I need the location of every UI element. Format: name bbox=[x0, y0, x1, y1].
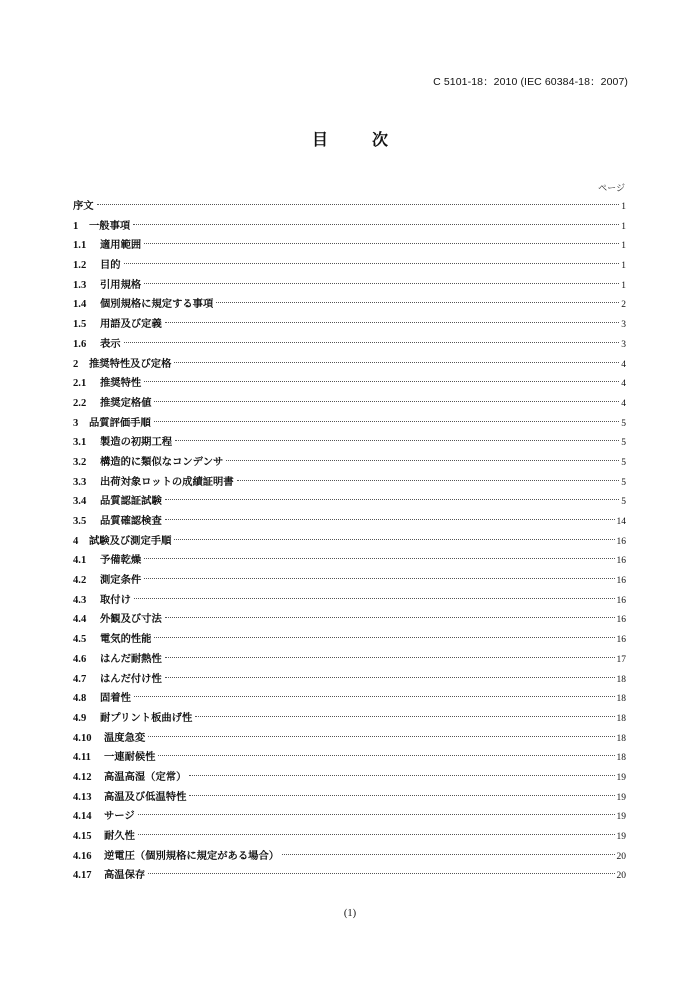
toc-entry-page: 16 bbox=[616, 595, 626, 606]
toc-entry-number: 4.1 bbox=[73, 555, 87, 567]
toc-entry[interactable] bbox=[73, 335, 626, 355]
toc-entry-title: 個別規格に規定する事項 bbox=[100, 298, 214, 311]
toc-entry-title: 高温及び低温特性 bbox=[104, 790, 187, 803]
toc-entry[interactable] bbox=[73, 197, 626, 217]
toc-entry-title: サージ bbox=[104, 810, 135, 823]
toc-leader-dots bbox=[144, 243, 619, 244]
toc-leader-dots bbox=[134, 696, 615, 697]
toc-entry[interactable] bbox=[73, 256, 626, 276]
toc-entry-number: 4.3 bbox=[73, 594, 87, 606]
toc-entry-title: 耐久性 bbox=[104, 830, 135, 842]
toc-entry-page: 4 bbox=[621, 379, 626, 390]
toc-entry-page: 16 bbox=[616, 576, 626, 587]
toc-entry-number: 1.1 bbox=[73, 240, 87, 252]
toc-leader-dots bbox=[148, 736, 614, 737]
table-of-contents bbox=[73, 197, 626, 886]
toc-entry[interactable] bbox=[73, 512, 626, 532]
toc-entry-page: 16 bbox=[616, 556, 626, 567]
toc-entry-page: 3 bbox=[621, 339, 626, 350]
toc-entry[interactable] bbox=[73, 847, 626, 867]
toc-entry-number: 1.2 bbox=[73, 260, 87, 272]
toc-entry-number: 4 bbox=[73, 535, 79, 547]
toc-entry-page: 4 bbox=[621, 398, 626, 409]
toc-entry-number: 4.2 bbox=[73, 575, 87, 587]
toc-leader-dots bbox=[165, 499, 619, 500]
toc-leader-dots bbox=[165, 519, 615, 520]
toc-entry[interactable] bbox=[73, 236, 626, 256]
toc-entry-number: 3.3 bbox=[73, 476, 87, 488]
toc-entry-number: 4.17 bbox=[73, 870, 92, 882]
toc-leader-dots bbox=[154, 637, 614, 638]
toc-entry-title: 構造的に類似なコンデンサ bbox=[100, 455, 224, 468]
toc-entry[interactable] bbox=[73, 473, 626, 493]
toc-leader-dots bbox=[124, 263, 620, 264]
toc-entry-page: 1 bbox=[621, 221, 626, 232]
toc-leader-dots bbox=[134, 598, 615, 599]
toc-leader-dots bbox=[144, 283, 619, 284]
toc-entry-page: 1 bbox=[621, 280, 626, 291]
toc-leader-dots bbox=[175, 440, 619, 441]
toc-leader-dots bbox=[154, 421, 619, 422]
toc-entry-page: 18 bbox=[616, 674, 626, 685]
toc-entry-number: 1.5 bbox=[73, 319, 87, 331]
toc-entry-title: 取付け bbox=[100, 593, 131, 606]
toc-entry-page: 20 bbox=[616, 871, 626, 882]
toc-leader-dots bbox=[144, 381, 619, 382]
toc-leader-dots bbox=[189, 795, 614, 796]
toc-entry-page: 20 bbox=[616, 851, 626, 862]
page-column-label: ページ bbox=[598, 184, 625, 194]
toc-entry[interactable] bbox=[73, 374, 626, 394]
toc-leader-dots bbox=[237, 480, 620, 481]
toc-entry[interactable] bbox=[73, 453, 626, 473]
toc-entry-page: 5 bbox=[621, 477, 626, 488]
toc-entry-number: 1.6 bbox=[73, 338, 87, 350]
toc-entry[interactable] bbox=[73, 551, 626, 571]
toc-entry-page: 1 bbox=[621, 202, 626, 212]
toc-leader-dots bbox=[165, 322, 619, 323]
toc-entry-page: 16 bbox=[616, 536, 626, 547]
toc-entry[interactable] bbox=[73, 315, 626, 335]
toc-leader-dots bbox=[158, 755, 614, 756]
toc-entry[interactable] bbox=[73, 394, 626, 414]
toc-entry-title: 外観及び寸法 bbox=[100, 613, 162, 626]
toc-entry-number: 4.16 bbox=[73, 850, 92, 862]
toc-entry-title: 温度急変 bbox=[104, 731, 146, 744]
toc-entry-title: 推奨特性 bbox=[100, 377, 142, 390]
toc-entry[interactable] bbox=[73, 217, 626, 237]
toc-entry-number: 4.15 bbox=[73, 831, 92, 842]
page-title: 目 次 bbox=[311, 130, 402, 149]
toc-entry[interactable] bbox=[73, 807, 626, 827]
toc-entry[interactable] bbox=[73, 414, 626, 434]
toc-entry-title: 引用規格 bbox=[100, 278, 142, 291]
toc-leader-dots bbox=[282, 854, 614, 855]
toc-entry[interactable] bbox=[73, 630, 626, 650]
toc-entry-number: 2.2 bbox=[73, 397, 87, 409]
toc-entry-number: 1.4 bbox=[73, 299, 87, 311]
toc-leader-dots bbox=[195, 716, 614, 717]
toc-entry-title: 予備乾燥 bbox=[100, 554, 142, 567]
toc-entry[interactable] bbox=[73, 866, 626, 886]
toc-entry-page: 18 bbox=[616, 694, 626, 705]
toc-leader-dots bbox=[97, 204, 620, 205]
toc-leader-dots bbox=[174, 362, 619, 363]
toc-entry-page: 19 bbox=[616, 832, 626, 842]
toc-entry-page: 16 bbox=[616, 635, 626, 646]
toc-leader-dots bbox=[165, 657, 615, 658]
toc-leader-dots bbox=[124, 342, 620, 343]
toc-entry-number: 4.12 bbox=[73, 771, 92, 783]
toc-entry-number: 3 bbox=[73, 417, 79, 429]
toc-entry-title: 一連耐候性 bbox=[104, 751, 156, 764]
toc-entry-page: 19 bbox=[616, 772, 626, 783]
toc-entry-page: 19 bbox=[616, 792, 626, 803]
toc-entry-title: はんだ付け性 bbox=[100, 672, 162, 685]
toc-leader-dots bbox=[226, 460, 619, 461]
toc-entry-number: 4.4 bbox=[73, 614, 87, 626]
toc-entry-number: 3.4 bbox=[73, 496, 87, 508]
toc-entry-page: 3 bbox=[621, 320, 626, 331]
toc-entry-title: 高温高湿（定常） bbox=[104, 770, 187, 783]
toc-entry-page: 14 bbox=[616, 517, 626, 527]
toc-entry-page: 5 bbox=[621, 418, 626, 429]
toc-entry-page: 4 bbox=[621, 359, 626, 370]
toc-entry[interactable] bbox=[73, 768, 626, 788]
toc-entry-number: 4.14 bbox=[73, 811, 92, 823]
toc-entry-page: 5 bbox=[621, 497, 626, 508]
toc-leader-dots bbox=[154, 401, 619, 402]
toc-entry-title: 推奨特性及び定格 bbox=[89, 357, 172, 370]
toc-entry-title: 試験及び測定手順 bbox=[89, 534, 172, 547]
toc-leader-dots bbox=[133, 224, 619, 225]
toc-entry[interactable] bbox=[73, 492, 626, 512]
toc-entry[interactable] bbox=[73, 610, 626, 630]
toc-entry-title: 製造の初期工程 bbox=[100, 436, 173, 449]
toc-entry-number: 1 bbox=[73, 220, 79, 232]
toc-entry-number: 4.8 bbox=[73, 693, 87, 705]
toc-entry[interactable] bbox=[73, 650, 626, 670]
toc-entry-title: 高温保存 bbox=[104, 869, 146, 882]
toc-entry-number: 3.2 bbox=[73, 456, 87, 468]
toc-entry-title: 表示 bbox=[100, 337, 121, 350]
toc-entry[interactable] bbox=[73, 670, 626, 690]
toc-entry[interactable] bbox=[73, 276, 626, 296]
toc-entry-number: 4.7 bbox=[73, 673, 87, 685]
footer-page-number: (1) bbox=[343, 908, 357, 919]
toc-entry-number: 4.5 bbox=[73, 634, 87, 646]
toc-entry-title: 品質認証試験 bbox=[100, 495, 162, 508]
toc-entry-page: 18 bbox=[616, 753, 626, 764]
toc-leader-dots bbox=[138, 814, 615, 815]
toc-entry-title: 適用範囲 bbox=[100, 239, 142, 252]
toc-entry-title: 耐プリント板曲げ性 bbox=[100, 711, 193, 724]
toc-leader-dots bbox=[138, 834, 615, 835]
toc-entry-number: 2 bbox=[73, 358, 79, 370]
toc-entry-title: 逆電圧（個別規格に規定がある場合） bbox=[104, 849, 280, 862]
toc-entry-page: 18 bbox=[616, 733, 626, 744]
toc-entry-number: 3.1 bbox=[73, 437, 87, 449]
toc-leader-dots bbox=[165, 677, 615, 678]
toc-entry-page: 2 bbox=[621, 300, 626, 311]
toc-entry-title: 序文 bbox=[73, 200, 94, 212]
toc-entry-number: 4.11 bbox=[73, 752, 91, 764]
toc-leader-dots bbox=[148, 873, 614, 874]
toc-leader-dots bbox=[144, 578, 614, 579]
toc-leader-dots bbox=[216, 302, 619, 303]
toc-entry-title: 推奨定格値 bbox=[100, 396, 152, 409]
toc-entry-page: 5 bbox=[621, 438, 626, 449]
toc-entry-title: 出荷対象ロットの成績証明書 bbox=[100, 475, 234, 488]
toc-entry-number: 2.1 bbox=[73, 378, 87, 390]
toc-entry[interactable] bbox=[73, 709, 626, 729]
toc-leader-dots bbox=[144, 558, 614, 559]
toc-entry-title: 電気的性能 bbox=[100, 633, 152, 646]
toc-entry-title: 一般事項 bbox=[89, 219, 131, 232]
toc-leader-dots bbox=[165, 617, 615, 618]
toc-entry-title: 用語及び定義 bbox=[100, 318, 162, 331]
toc-entry[interactable] bbox=[73, 532, 626, 552]
toc-entry-page: 18 bbox=[616, 713, 626, 724]
toc-entry-number: 3.5 bbox=[73, 516, 87, 527]
toc-entry[interactable] bbox=[73, 355, 626, 375]
toc-leader-dots bbox=[189, 775, 614, 776]
toc-entry[interactable] bbox=[73, 689, 626, 709]
document-id: C 5101-18：2010 (IEC 60384-18：2007) bbox=[433, 76, 628, 88]
toc-entry-page: 19 bbox=[616, 812, 626, 823]
toc-entry-number: 4.10 bbox=[73, 732, 92, 744]
toc-entry-page: 5 bbox=[621, 457, 626, 468]
toc-entry-title: はんだ耐熱性 bbox=[100, 652, 162, 665]
toc-entry[interactable] bbox=[73, 295, 626, 315]
toc-entry-page: 1 bbox=[621, 261, 626, 272]
toc-entry-page: 16 bbox=[616, 615, 626, 626]
toc-entry-title: 固着性 bbox=[100, 692, 131, 705]
toc-entry-number: 1.3 bbox=[73, 279, 87, 291]
toc-entry[interactable] bbox=[73, 433, 626, 453]
toc-entry-title: 目的 bbox=[100, 259, 121, 272]
toc-entry[interactable] bbox=[73, 827, 626, 847]
toc-entry[interactable] bbox=[73, 748, 626, 768]
toc-entry[interactable] bbox=[73, 729, 626, 749]
toc-entry-number: 4.6 bbox=[73, 653, 87, 665]
toc-leader-dots bbox=[174, 539, 614, 540]
toc-entry[interactable] bbox=[73, 591, 626, 611]
toc-entry-number: 4.13 bbox=[73, 791, 92, 803]
toc-entry-title: 品質確認検査 bbox=[100, 515, 162, 527]
toc-entry[interactable] bbox=[73, 571, 626, 591]
toc-entry-page: 17 bbox=[616, 654, 626, 665]
toc-entry-number: 4.9 bbox=[73, 712, 87, 724]
toc-entry-title: 品質評価手順 bbox=[89, 416, 151, 429]
toc-entry-title: 測定条件 bbox=[100, 574, 142, 587]
toc-entry-page: 1 bbox=[621, 241, 626, 252]
toc-entry[interactable] bbox=[73, 788, 626, 808]
